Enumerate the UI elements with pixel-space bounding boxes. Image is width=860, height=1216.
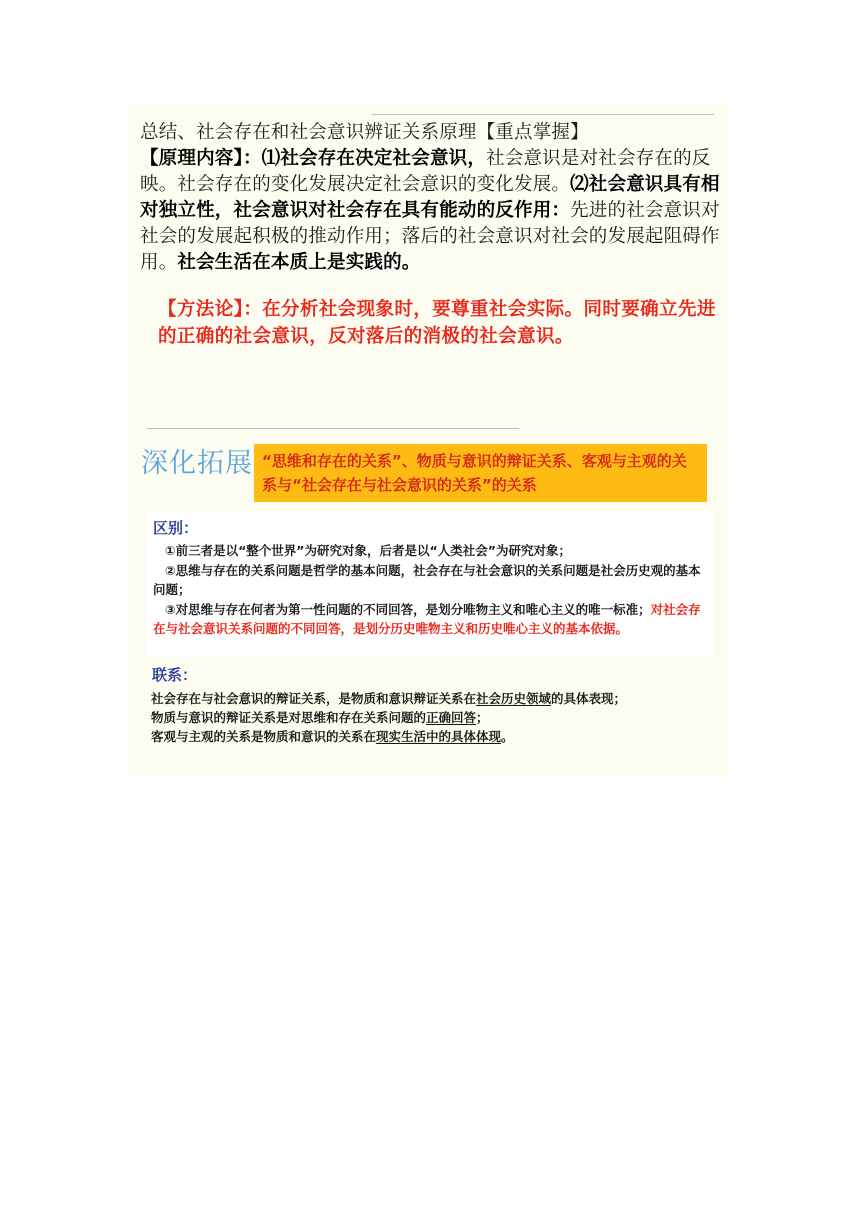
point-1-bold: ⑴社会存在决定社会意识， <box>261 148 487 169</box>
connection-3-end: 。 <box>501 729 514 744</box>
principle-summary <box>140 120 730 276</box>
point-3-bold: 社会生活在本质上是实践的。 <box>177 252 421 273</box>
connection-2-underlined: 正确回答 <box>426 710 477 725</box>
difference-item-1: ①前三者是以“整个世界”为研究对象，后者是以“人类社会”为研究对象； <box>165 543 571 558</box>
connection-item-2 <box>151 708 726 727</box>
connection-label: 联系： <box>152 666 198 684</box>
difference-item-3 <box>153 600 713 639</box>
connection-2-end: ； <box>476 710 489 725</box>
point-2-bold: ⑵社会意识具有相对独立性，社会意识对社会存在具有能动的反作用： <box>140 174 720 221</box>
difference-item-3-text: ③对思维与存在何者为第一性问题的不同回答，是划分唯物主义和唯心主义的唯一标准； <box>165 601 651 617</box>
deepen-title: 深化拓展 <box>141 448 253 479</box>
point-2-text: 先进的社会意识对社会的发展起积极的推动作用；落后的社会意识对社会的发展起阻碍作用。 <box>140 200 720 273</box>
connection-item-3 <box>151 727 726 746</box>
connection-3-underlined: 现实生活中的具体体现 <box>376 729 502 744</box>
deepen-topic-box: “思维和存在的关系”、物质与意识的辩证关系、客观与主观的关系与“社会存在与社会意识的关系”的关系 <box>254 444 707 502</box>
connection-list <box>151 689 726 746</box>
methodology: 【方法论】：在分析社会现象时，要尊重社会实际。同时要确立先进的正确的社会意识，反对落后的消极的社会意识。 <box>158 299 716 347</box>
middle-divider <box>147 428 519 429</box>
point-1-text: 社会意识是对社会存在的反映。社会存在的变化发展决定社会意识的变化发展。 <box>140 148 711 195</box>
principle-content <box>140 146 730 276</box>
connection-2-text: 物质与意识的辩证关系是对思维和存在关系问题的 <box>151 710 427 725</box>
summary-title: 总结、社会存在和社会意识辨证关系原理【重点掌握】 <box>140 122 589 143</box>
connection-1-underlined: 社会历史领域 <box>476 691 552 706</box>
connection-1-end: 的具体表现； <box>551 691 627 706</box>
difference-item-2: ②思维与存在的关系问题是哲学的基本问题，社会存在与社会意识的关系问题是社会历史观的基本问题； <box>153 562 701 597</box>
difference-list <box>153 541 713 639</box>
connection-item-1 <box>151 689 726 708</box>
top-divider <box>372 114 714 115</box>
content-label: 【原理内容】： <box>140 148 262 169</box>
connection-3-text: 客观与主观的关系是物质和意识的关系在 <box>151 729 377 744</box>
connection-1-text: 社会存在与社会意识的辩证关系，是物质和意识辩证关系在 <box>151 691 477 706</box>
difference-item-3-highlight: 对社会存在与社会意识关系问题的不同回答，是划分历史唯物主义和历史唯心主义的基本依据。 <box>153 601 701 636</box>
difference-label: 区别： <box>153 519 199 537</box>
